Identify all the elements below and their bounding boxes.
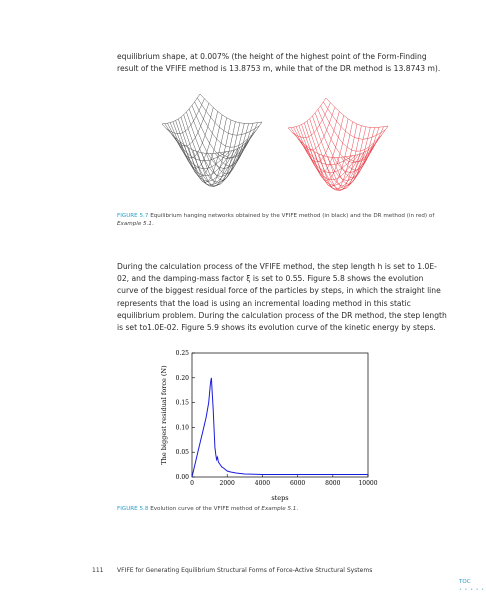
paragraph-mid (117, 261, 447, 334)
figure-5-8-label: FIGURE 5.8 (117, 506, 149, 512)
paragraph-top-text: equilibrium shape, at 0.007% (the height of the highest point of the Form-Finding result of the VFIFE method is 13.8753 m, while that of the DR method is 13.8743 m). (117, 52, 441, 74)
x-axis-label: steps (271, 494, 289, 502)
series-line (192, 378, 368, 477)
figure-5-8-example: Example 5.1 (261, 506, 297, 512)
y-tick-label: 0.20 (175, 374, 189, 382)
y-tick-label: 0.10 (175, 424, 189, 432)
x-tick-label: 2000 (219, 480, 235, 487)
x-tick-label: 6000 (289, 480, 306, 487)
figure-5-7-label: FIGURE 5.7 (117, 213, 149, 219)
plot-frame (192, 353, 368, 477)
toc-link[interactable]: TOC (459, 579, 471, 585)
page-number: 111 (92, 567, 104, 574)
x-axis-ticks (190, 474, 378, 487)
net-mesh (288, 98, 388, 191)
x-tick-label: 8000 (325, 480, 341, 487)
paragraph-mid-text: During the calculation process of the VFIFE method, the step length h is set to 1.0E-02, and the damping-mass factor ξ is set to 0.55. Figure 5.8 shows the evolution curve of the biggest residual force of the particles by steps, in which the straight line represents that the load is using an incremental loading method in this static equilibrium problem. During the calculation process of the DR method, the step length is set to1.0E-02. Figure 5.9 shows its evolution curve of the kinetic energy by steps. (117, 262, 447, 333)
figure-5-7-end: . (151, 221, 154, 227)
figure-5-8-end: . (296, 506, 299, 512)
net-mesh (162, 94, 262, 187)
y-tick-label: 0.15 (175, 399, 189, 407)
y-tick-label: 0.00 (175, 474, 189, 481)
net-left-vfife (162, 94, 262, 187)
figure-5-7-text: Equilibrium hanging networks obtained by the VFIFE method (in black) and the DR method (in red) of (150, 213, 435, 219)
figure-5-8-caption (117, 505, 447, 513)
net-right-dr (288, 98, 388, 191)
figure-residual-force-chart (150, 345, 380, 505)
paragraph-top (117, 51, 447, 75)
y-tick-label: 0.25 (175, 350, 189, 357)
running-head: VFIFE for Generating Equilibrium Structural Forms of Force-Active Structural Systems (117, 567, 373, 574)
figure-5-7-caption (117, 212, 447, 228)
figure-5-8-text: Evolution curve of the VFIFE method of (150, 506, 260, 512)
x-tick-label: 4000 (254, 480, 271, 487)
figure-5-7-example: Example 5.1 (117, 221, 152, 227)
y-tick-label: 0.05 (175, 449, 189, 457)
x-tick-label: 0 (190, 480, 194, 487)
toc-dots: • • • • • (459, 587, 485, 593)
figure-hanging-networks (160, 94, 430, 216)
x-tick-label: 10000 (358, 480, 378, 487)
y-axis-label: The biggest residual force (N) (160, 365, 168, 465)
